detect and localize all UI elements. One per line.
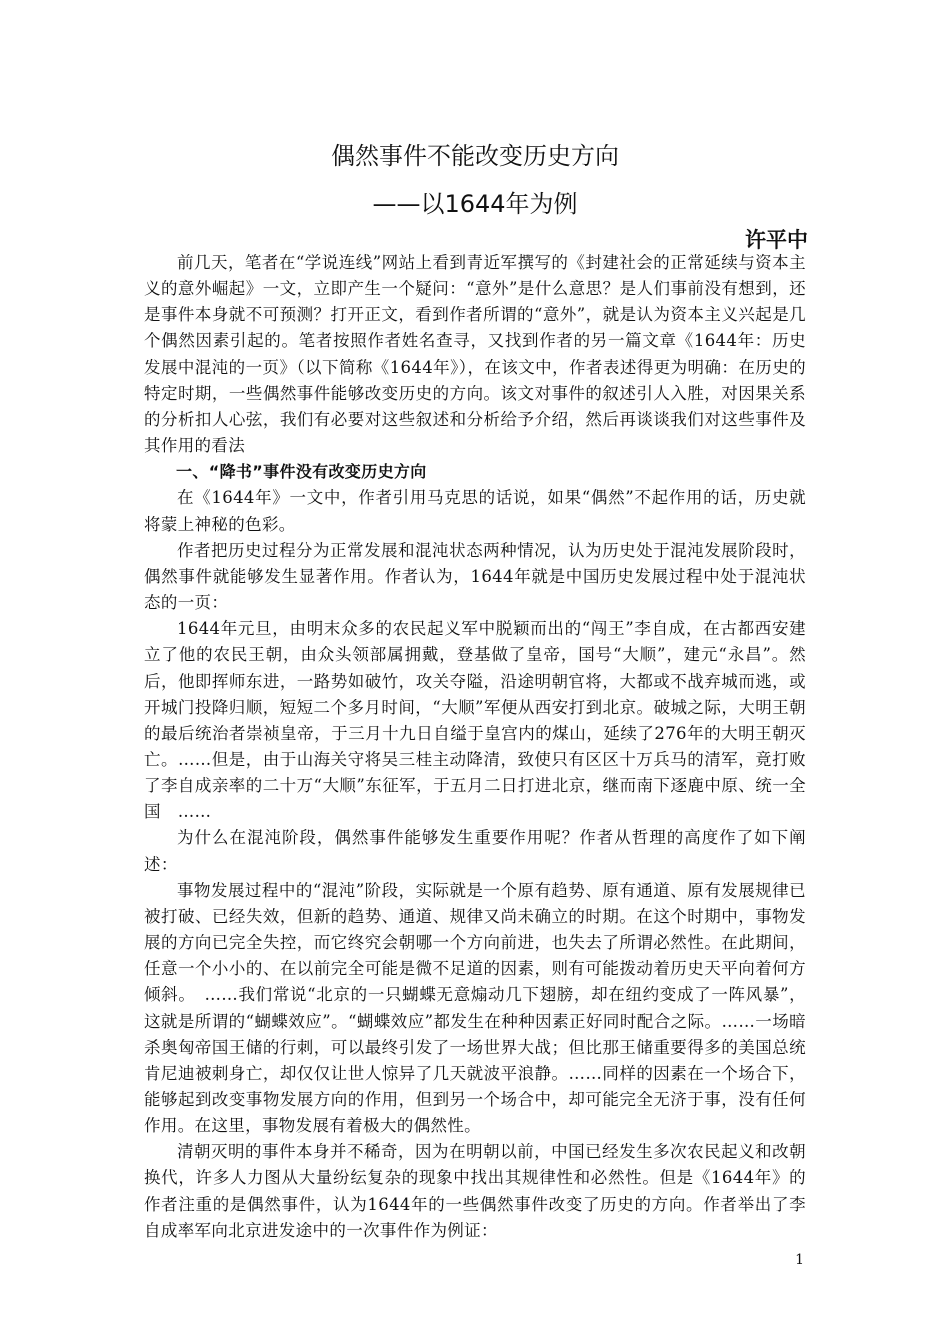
document-title: 偶然事件不能改变历史方向 [331,142,619,170]
paragraph: 作者把历史过程分为正常发展和混沌状态两种情况，认为历史处于混沌发展阶段时，偶然事件就能够发生显著作用。作者认为，1644年就是中国历史发展过程中处于混沌状态的一页： [144,540,806,613]
quoted-paragraph: 事物发展过程中的“混沌”阶段，实际就是一个原有趋势、原有通道、原有发展规律已被打破、已经失效，但新的趋势、通道、规律又尚未确立的时期。在这个时期中，事物发展的方向已完全失控，而它终究会朝哪一个方向前进，也失去了所谓必然性。在此期间，任意一个小小的、在以前完全可能是微不足道的因素，则有可能拨动着历史天平向着何方倾斜。 ……我们常说“北京的一只蝴蝶无意煽动几下翅膀，却在纽约变成了一阵风暴”，这就是所谓的“蝴蝶效应”。“蝴蝶效应”都发生在种种因素正好同时配合之际。……一场暗杀奥匈帝国王储的行刺，可以最终引发了一场世界大战；但比那王储重要得多的美国总统肯尼迪被刺身亡，却仅仅让世人惊异了几天就波平浪静。……同样的因素在一个场合下，能够起到改变事物发展方向的作用，但到另一个场合中，却可能完全无济于事，没有任何作用。在这里，事物发展有着极大的偶然性。 [144,880,806,1136]
document-body [144,250,806,1244]
author-name: 许平中 [745,228,808,252]
section-heading: 一、“降书”事件没有改变历史方向 [176,462,427,482]
paragraph: 前几天，笔者在“学说连线”网站上看到青近军撰写的《封建社会的正常延续与资本主义的意外崛起》一文，立即产生一个疑问：“意外”是什么意思？是人们事前没有想到，还是事件本身就不可预测？打开正文，看到作者所谓的“意外”，就是认为资本主义兴起是几个偶然因素引起的。笔者按照作者姓名查寻，又找到作者的另一篇文章《1644年：历史发展中混沌的一页》（以下简称《1644年》），在该文中，作者表述得更为明确：在历史的特定时期，一些偶然事件能够改变历史的方向。该文对事件的叙述引人入胜，对因果关系的分析扣人心弦，我们有必要对这些叙述和分析给予介绍，然后再谈谈我们对这些事件及其作用的看法 [144,253,806,456]
document-subtitle: ——以1644年为例 [372,190,578,218]
page-number: 1 [795,1252,804,1268]
paragraph: 清朝灭明的事件本身并不稀奇，因为在明朝以前，中国已经发生多次农民起义和改朝换代，许多人力图从大量纷纭复杂的现象中找出其规律性和必然性。但是《1644年》的作者注重的是偶然事件，认为1644年的一些偶然事件改变了历史的方向。作者举出了李自成率军向北京进发途中的一次事件作为例证： [144,1142,806,1240]
paragraph: 在《1644年》一文中，作者引用马克思的话说，如果“偶然”不起作用的话，历史就将蒙上神秘的色彩。 [144,488,806,534]
paragraph: 为什么在混沌阶段，偶然事件能够发生重要作用呢？作者从哲理的高度作了如下阐述： [144,828,806,874]
quoted-paragraph: 1644年元旦，由明末众多的农民起义军中脱颖而出的“闯王”李自成，在古都西安建立了他的农民王朝，由众头领部属拥戴，登基做了皇帝，国号“大顺”，建元“永昌”。然后，他即挥师东进，一路势如破竹，攻关夺隘，沿途明朝官将，大都或不战弃城而逃，或开城门投降归顺，短短二个多月时间，“大顺”军便从西安打到北京。破城之际，大明王朝的最后统治者崇祯皇帝，于三月十九日自缢于皇宫内的煤山，延续了276年的大明王朝灭亡。……但是，由于山海关守将吴三桂主动降清，致使只有区区十万兵马的清军，竟打败了李自成亲率的二十万“大顺”东征军，于五月二日打进北京，继而南下逐鹿中原、统一全国 …… [144,619,806,822]
